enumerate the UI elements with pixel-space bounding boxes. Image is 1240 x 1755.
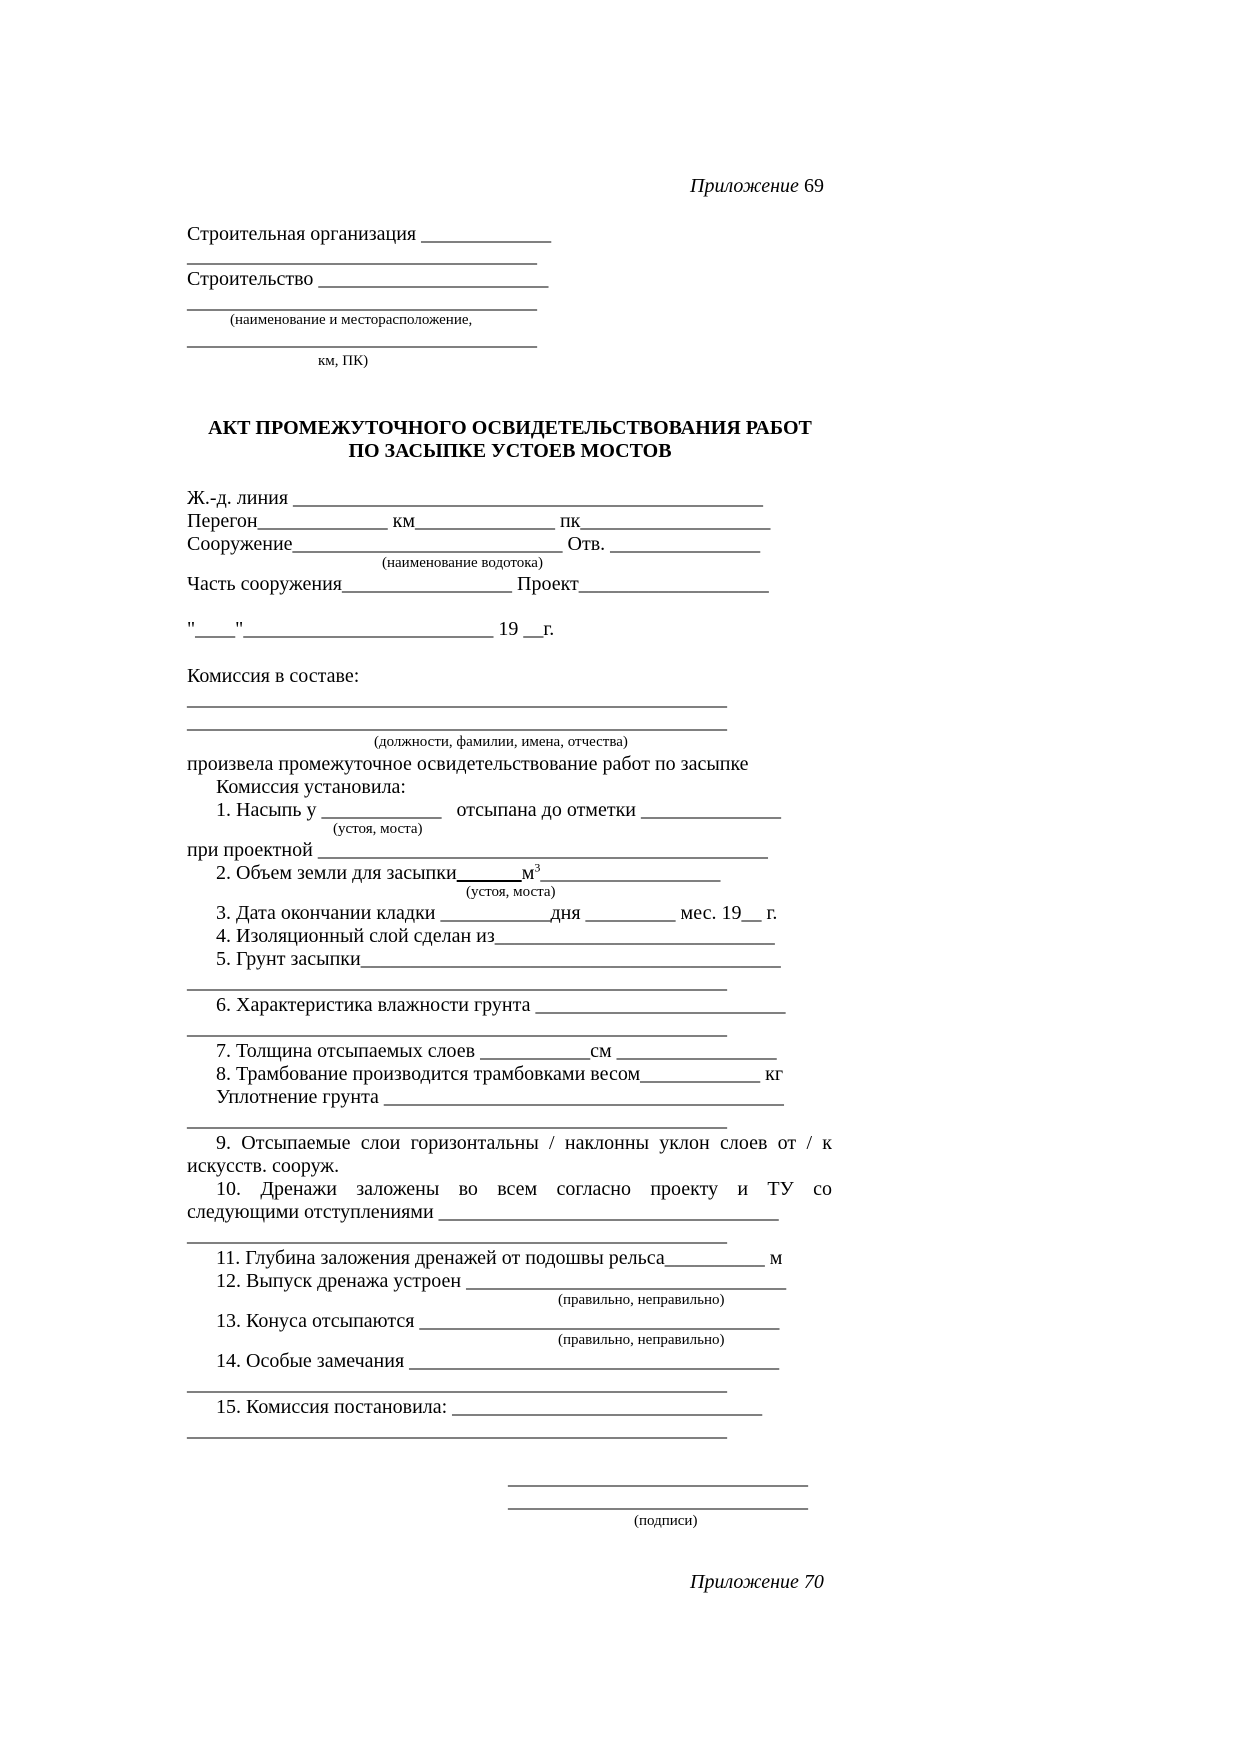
item-14: 14. Особые замечания _____________________________________	[216, 1350, 780, 1372]
item-9: 9. Отсыпаемые слои горизонтальны / наклонны уклон слоев от / к	[216, 1132, 832, 1154]
commission-intro: Комиссия в составе:	[187, 665, 360, 687]
item-13-caption: (правильно, неправильно)	[558, 1332, 725, 1348]
next-appendix-label: Приложение 70	[690, 1571, 824, 1593]
item-8-compaction: Уплотнение грунта ________________________________________	[216, 1086, 784, 1108]
item-2-blank-line: __________________	[540, 862, 721, 884]
appendix-label: Приложение	[690, 175, 799, 197]
item-2-unit-exponent: 3	[534, 860, 541, 875]
item-10: 10. Дренажи заложены во всем согласно проекту и ТУ со	[216, 1178, 832, 1200]
item-1-continuation: при проектной _____________________________________________	[187, 839, 768, 861]
item-6-continuation: ______________________________________________________	[187, 1017, 727, 1039]
item-10-deviations: следующими отступлениями __________________________________	[187, 1201, 779, 1223]
document-title: АКТ ПРОМЕЖУТОЧНОГО ОСВИДЕТЕЛЬСТВОВАНИЯ РАБОТ	[208, 417, 812, 439]
construction-blank-line: ___________________________________	[187, 291, 537, 313]
structure-part-field: Часть сооружения_________________ Проект___________________	[187, 573, 769, 595]
commission-blank-line: ______________________________________________________	[187, 688, 727, 710]
date-field: "____"_________________________ 19 __г.	[187, 618, 555, 640]
signature-line: ______________________________	[508, 1467, 808, 1489]
item-2-text: 2. Объем земли для засыпки	[216, 862, 457, 884]
name-location-caption: (наименование и месторасположение,	[230, 312, 473, 328]
km-pk-caption: км, ПК)	[318, 353, 369, 369]
construction-line: Строительство _______________________	[187, 268, 549, 290]
item-2	[216, 861, 720, 885]
item-2-unit: м	[521, 862, 535, 884]
item-7: 7. Толщина отсыпаемых слоев ___________см ________________	[216, 1040, 777, 1062]
item-12: 12. Выпуск дренажа устроен ________________________________	[216, 1270, 787, 1292]
signature-line: ______________________________	[508, 1490, 808, 1512]
appendix-number: 69	[803, 175, 824, 197]
item-5-continuation: ______________________________________________________	[187, 971, 727, 993]
document-subtitle: ПО ЗАСЫПКЕ УСТОЕВ МОСТОВ	[348, 440, 672, 462]
item-3: 3. Дата окончании кладки ___________дня _________ мес. 19__ г.	[216, 902, 778, 924]
item-13: 13. Конуса отсыпаются ____________________________________	[216, 1310, 780, 1332]
commission-caption: (должности, фамилии, имена, отчества)	[374, 734, 628, 750]
org-line: Строительная организация _____________	[187, 223, 552, 245]
commission-established: Комиссия установила:	[216, 776, 406, 798]
rail-line-field: Ж.-д. линия _______________________________________________	[187, 487, 764, 509]
item-11: 11. Глубина заложения дренажей от подошвы рельса__________ м	[216, 1247, 783, 1269]
appendix-header	[690, 174, 824, 198]
item-2-caption: (устоя, моста)	[466, 884, 556, 900]
item-2-blank	[457, 862, 522, 884]
commission-performed: произвела промежуточное освидетельствование работ по засыпке	[187, 753, 749, 775]
item-4: 4. Изоляционный слой сделан из____________________________	[216, 925, 775, 947]
stretch-field: Перегон_____________ км______________ пк___________________	[187, 510, 771, 532]
item-1: 1. Насыпь у ____________ отсыпана до отметки ______________	[216, 799, 781, 821]
signatures-caption: (подписи)	[634, 1513, 698, 1529]
item-8: 8. Трамбование производится трамбовками весом____________ кг	[216, 1063, 784, 1085]
item-6: 6. Характеристика влажности грунта _________________________	[216, 994, 786, 1016]
item-10-continuation: ______________________________________________________	[187, 1224, 727, 1246]
structure-field: Сооружение___________________________ Отв. _______________	[187, 533, 761, 555]
item-9-continuation: искусств. сооруж.	[187, 1155, 340, 1177]
item-8-continuation: ______________________________________________________	[187, 1109, 727, 1131]
item-14-continuation: ______________________________________________________	[187, 1373, 727, 1395]
item-1-caption: (устоя, моста)	[333, 821, 423, 837]
item-5: 5. Грунт засыпки__________________________________________	[216, 948, 781, 970]
item-12-caption: (правильно, неправильно)	[558, 1292, 725, 1308]
watercourse-caption: (наименование водотока)	[382, 555, 543, 571]
item-15: 15. Комиссия постановила: _______________________________	[216, 1396, 763, 1418]
commission-blank-line: ______________________________________________________	[187, 711, 727, 733]
org-blank-line: ___________________________________	[187, 245, 537, 267]
location-blank-line: ___________________________________	[187, 328, 537, 350]
item-15-continuation: ______________________________________________________	[187, 1419, 727, 1441]
